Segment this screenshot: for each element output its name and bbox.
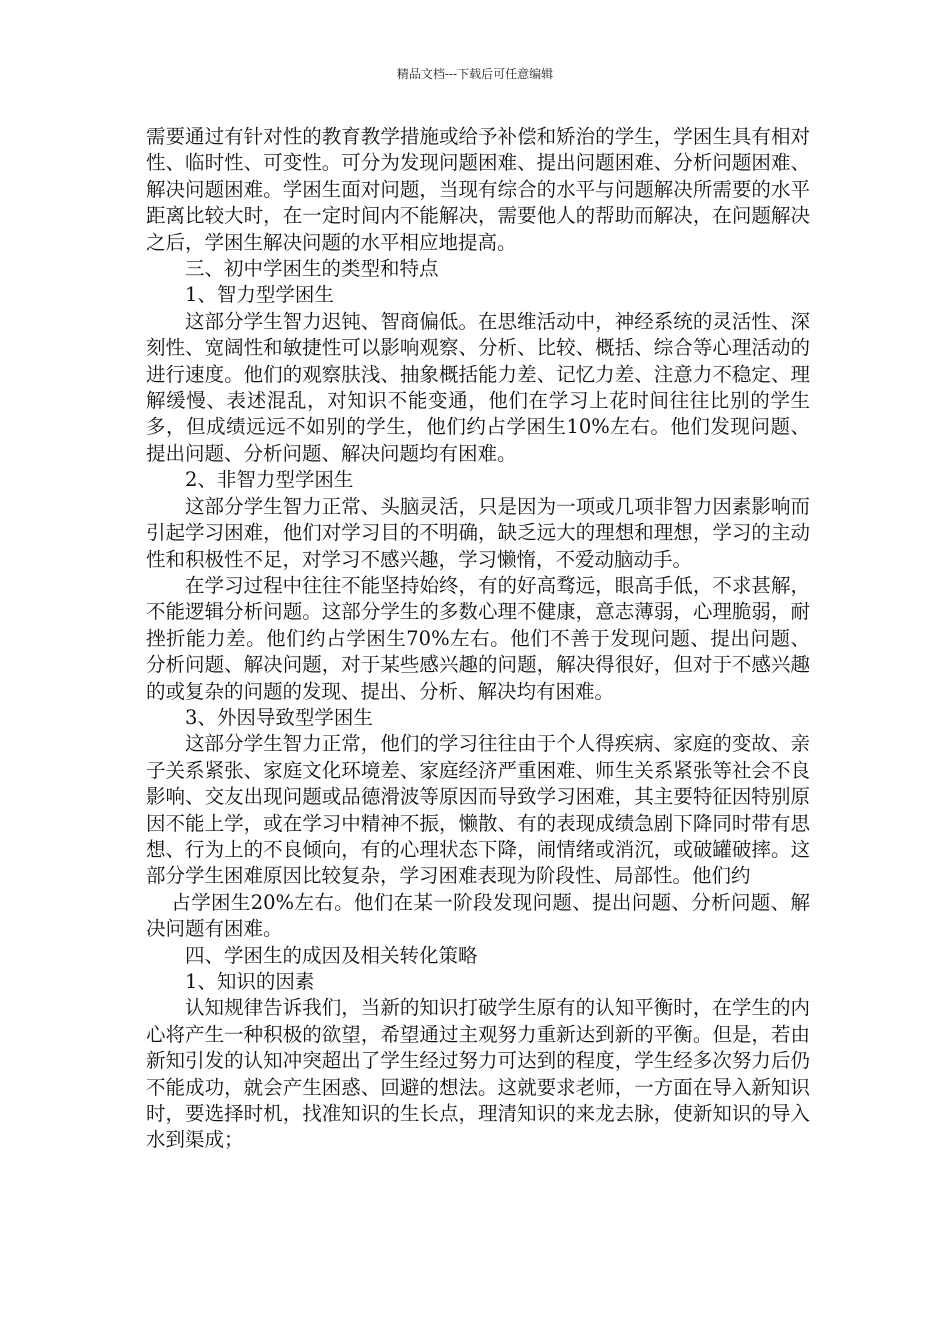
paragraph: 这部分学生智力正常、头脑灵活，只是因为一项或几项非智力因素影响而引起学习困难，他们对学习目的不明确，缺乏远大的理想和理想，学习的主动性和积极性不足，对学习不感兴趣，学习懒惰，不爱动脑动手。 [146,494,810,571]
subsection-heading: 2、非智力型学困生 [185,468,354,492]
paragraph: 认知规律告诉我们，当新的知识打破学生原有的认知平衡时，在学生的内心将产生一种积极的欲望，希望通过主观努力重新达到新的平衡。但是，若由新知引发的认知冲突超出了学生经过努力可达到的程度，学生经多次努力后仍不能成功，就会产生困惑、回避的想法。这就要求老师，一方面在导入新知识时，要选择时机，找准知识的生长点，理清知识的来龙去脉，使新知识的导入水到渠成； [146,996,810,1152]
section-heading: 三、初中学困生的类型和特点 [185,257,439,281]
paragraph: 这部分学生智力正常，他们的学习往往由于个人得疾病、家庭的变故、亲子关系紧张、家庭文化环境差、家庭经济严重困难、师生关系紧张等社会不良影响、交友出现问题或品德滑波等原因而导致学习困难，其主要特征因特别原因不能上学，或在学习中精神不振，懒散、有的表现成绩急剧下降同时带有思想、行为上的不良倾向，有的心理状态下降，闹情绪或消沉，或破罐破摔。这部分学生困难原因比较复杂，学习困难表现为阶段性、局部性。他们约 [146,732,810,888]
subsection-heading: 1、智力型学困生 [185,283,334,307]
subsection-heading: 3、外因导致型学困生 [185,705,373,729]
paragraph: 占学困生20%左右。他们在某一阶段发现问题、提出问题、分析问题、解决问题有困难。 [146,890,810,941]
paragraph: 需要通过有针对性的教育教学措施或给予补偿和矫治的学生，学困生具有相对性、临时性、可变性。可分为发现问题困难、提出问题困难、分析问题困难、解决问题困难。学困生面对问题，当现有综合的水平与问题解决所需要的水平距离比较大时，在一定时间内不能解决，需要他人的帮助而解决，在问题解决之后，学困生解决问题的水平相应地提高。 [146,125,810,254]
page-header: 精品文档---下载后可任意编辑 [396,67,554,81]
paragraph: 在学习过程中往往不能坚持始终，有的好高骛远，眼高手低，不求甚解，不能逻辑分析问题。这部分学生的多数心理不健康，意志薄弱，心理脆弱，耐挫折能力差。他们约占学困生70%左右。他们不善于发现问题、提出问题、分析问题、解决问题，对于某些感兴趣的问题，解决得很好，但对于不感兴趣的或复杂的问题的发现、提出、分析、解决均有困难。 [146,573,810,703]
body-text [146,124,810,1154]
section-heading: 四、学困生的成因及相关转化策略 [185,943,478,967]
paragraph: 这部分学生智力迟钝、智商偏低。在思维活动中，神经系统的灵活性、深刻性、宽阔性和敏捷性可以影响观察、分析、比较、概括、综合等心理活动的进行速度。他们的观察肤浅、抽象概括能力差、记忆力差、注意力不稳定、理解缓慢、表述混乱，对知识不能变通，他们在学习上花时间往往比别的学生多，但成绩远远不如别的学生，他们约占学困生10%左右。他们发现问题、提出问题、分析问题、解决问题均有困难。 [146,309,810,465]
subsection-heading: 1、知识的因素 [185,970,315,993]
